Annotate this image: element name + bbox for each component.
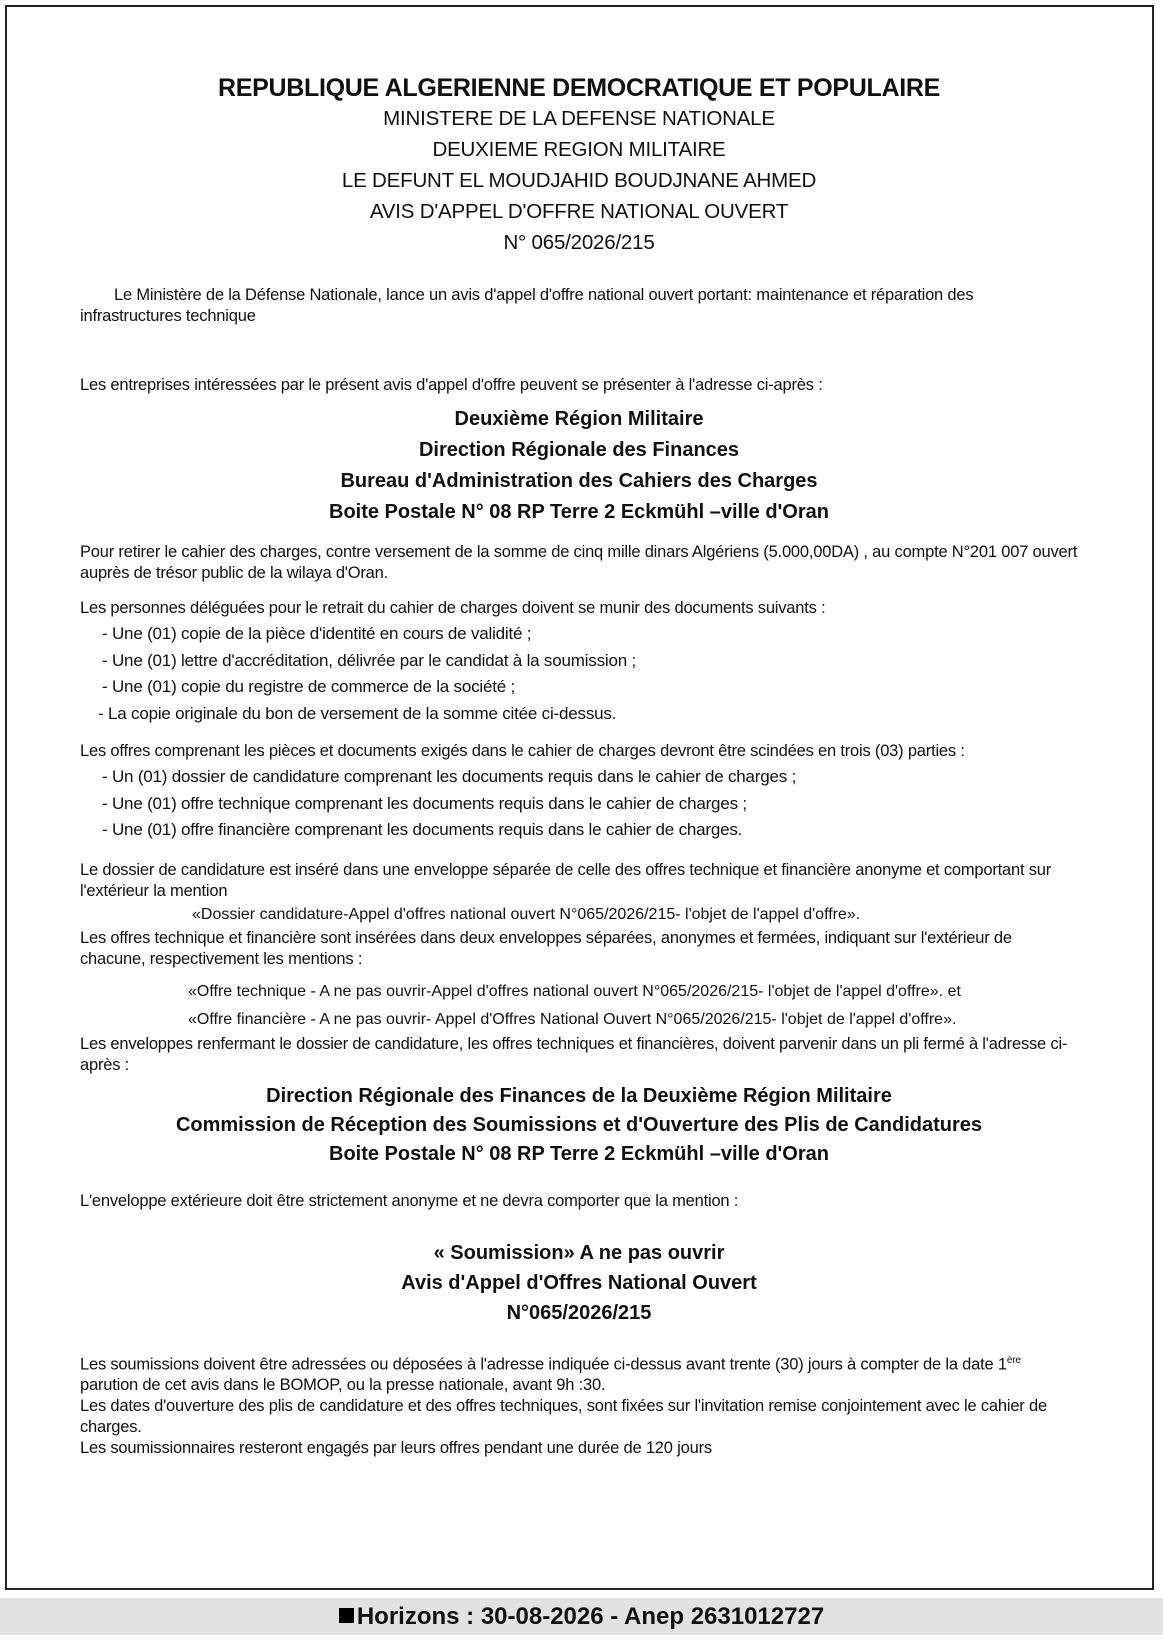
validity-paragraph: Les soumissionnaires resteront engagés par leurs offres pendant une durée de 120 jours <box>80 1439 712 1457</box>
list-item: - Une (01) lettre d'accréditation, délivrée par le candidat à la soumission ; <box>102 650 637 670</box>
list-item: - Un (01) dossier de candidature comprenant les documents requis dans le cahier de charges ; <box>102 767 797 786</box>
notice-number: N° 065/2026/215 <box>503 231 655 254</box>
list-item: - Une (01) copie du registre de commerce de la société ; <box>102 677 516 696</box>
region-title: DEUXIEME REGION MILITAIRE <box>432 138 726 161</box>
opening-paragraph: Les dates d'ouverture des plis de candidature et des offres techniques, sont fixées sur l'invitation remise conjointement avec le cahier de charges. <box>80 1397 1047 1436</box>
square-bullet-icon <box>339 1608 354 1623</box>
delegates-intro: Les personnes déléguées pour le retrait du cahier de charges doivent se munir des documents suivants : <box>80 599 826 617</box>
deadline-text-2: parution de cet avis dans le BOMOP, ou la presse nationale, avant 9h :30. <box>80 1376 606 1394</box>
address2-line3: Boite Postale N° 08 RP Terre 2 Eckmühl –ville d'Oran <box>329 1142 829 1165</box>
notice-title: AVIS D'APPEL D'OFFRE NATIONAL OUVERT <box>369 200 789 223</box>
footer-text: Horizons : 30-08-2026 - Anep 2631012727 <box>356 1603 825 1630</box>
envelopes-paragraph: Les offres technique et financière sont insérées dans deux enveloppes séparées, anonymes et fermées, indiquant sur l'extérieur de chacune, respectivement les mentions : <box>80 928 1012 968</box>
footer-bar <box>0 1598 1163 1635</box>
financial-mention: «Offre financière - A ne pas ouvrir- Appel d'Offres National Ouvert N°065/2026/215- l'objet de l'appel d'offre». <box>188 1010 957 1028</box>
delegates-list <box>80 621 1078 727</box>
technical-mention: «Offre technique - A ne pas ouvrir-Appel d'offres national ouvert N°065/2026/215- l'objet de l'appel d'offre». et <box>188 982 961 1000</box>
submission-address <box>80 1082 1078 1169</box>
delivery-paragraph: Les enveloppes renfermant le dossier de candidature, les offres techniques et financières, doivent parvenir dans un pli fermé à l'adresse ci-après : <box>80 1034 1068 1074</box>
address1-line4: Boite Postale N° 08 RP Terre 2 Eckmühl –ville d'Oran <box>329 501 829 523</box>
address2-line1: Direction Régionale des Finances de la Deuxième Région Militaire <box>266 1084 892 1107</box>
withdrawal-address <box>80 404 1078 528</box>
list-item: - Une (01) offre financière comprenant les documents requis dans le cahier de charges. <box>102 820 743 839</box>
address2-line2: Commission de Réception des Soumissions et d'Ouverture des Plis de Candidatures <box>175 1113 983 1136</box>
deadline-superscript: ère <box>1006 1354 1021 1366</box>
deadline-text-1: Les soumissions doivent être adressées ou déposées à l'adresse indiquée ci-dessus avant trente (30) jours à compter de la date 1 <box>80 1355 1007 1373</box>
ministry-title: MINISTERE DE LA DEFENSE NATIONALE <box>383 107 775 130</box>
list-item: - La copie originale du bon de versement de la somme citée ci-dessus. <box>98 703 617 723</box>
document-header <box>80 74 1078 255</box>
anonymous-paragraph: L'enveloppe extérieure doit être strictement anonyme et ne devra comporter que la mention : <box>80 1191 739 1210</box>
dossier-paragraph: Le dossier de candidature est inséré dans une enveloppe séparée de celle des offres technique et financière anonyme et comportant sur l'extérieur la mention <box>80 860 1052 900</box>
offers-intro: Les offres comprenant les pièces et documents exigés dans le cahier de charges devront être scindées en trois (03) parties : <box>80 742 965 760</box>
list-item: - Une (01) offre technique comprenant les documents requis dans le cahier de charges ; <box>102 793 747 813</box>
interested-paragraph: Les entreprises intéressées par le présent avis d'appel d'offre peuvent se présenter à l'adresse ci-après : <box>80 376 823 394</box>
deadline-paragraph <box>80 1350 1078 1397</box>
outer-envelope-mention <box>80 1238 1078 1328</box>
payment-paragraph: Pour retirer le cahier des charges, contre versement de la somme de cinq mille dinars Algériens (5.000,00DA) , au compte N°201 007 ouvert auprès de trésor public de la wilaya d'Oran. <box>80 543 1078 582</box>
list-item: - Une (01) copie de la pièce d'identité en cours de validité ; <box>102 624 532 643</box>
dossier-mention: «Dossier candidature-Appel d'offres national ouvert N°065/2026/215- l'objet de l'appel d'offre». <box>192 905 861 923</box>
offers-list <box>80 764 1078 844</box>
address1-line1: Deuxième Région Militaire <box>454 408 704 430</box>
address1-line3: Bureau d'Administration des Cahiers des Charges <box>340 470 818 492</box>
republic-title: REPUBLIQUE ALGERIENNE DEMOCRATIQUE ET POPULAIRE <box>217 74 941 102</box>
institution-title: LE DEFUNT EL MOUDJAHID BOUDJNANE AHMED <box>341 169 817 192</box>
final-mention-line2: Avis d'Appel d'Offres National Ouvert <box>401 1271 757 1294</box>
final-mention-line1: « Soumission» A ne pas ouvrir <box>433 1241 725 1264</box>
final-mention-line3: N°065/2026/215 <box>506 1301 652 1324</box>
intro-paragraph: Le Ministère de la Défense Nationale, lance un avis d'appel d'offre national ouvert portant: maintenance et réparation des infrastructures technique <box>80 286 974 325</box>
address1-line2: Direction Régionale des Finances <box>418 439 740 461</box>
document-body <box>80 74 1078 1459</box>
